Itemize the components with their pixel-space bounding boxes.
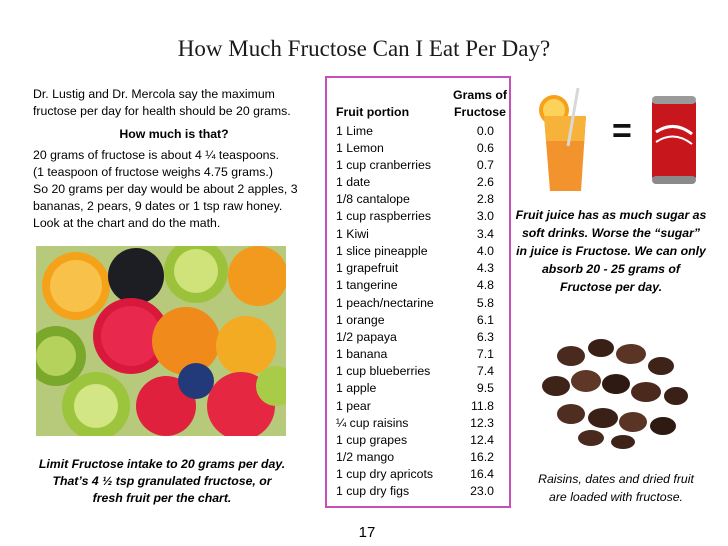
table-row bbox=[336, 123, 508, 140]
cola-can-icon bbox=[644, 90, 704, 190]
fruit-name: 1 cup dry apricots bbox=[336, 466, 434, 481]
header-grams bbox=[450, 87, 510, 121]
intro-line: 20 grams of fructose is about 4 ¼ teaspoons. bbox=[33, 148, 280, 162]
fruit-name: 1 peach/nectarine bbox=[336, 296, 434, 310]
fruit-name: 1 Lemon bbox=[336, 141, 384, 156]
fructose-grams: 12.4 bbox=[470, 432, 494, 447]
intro-line: Dr. Lustig and Dr. Mercola say the maximum bbox=[33, 87, 275, 101]
raisins-icon bbox=[531, 326, 693, 452]
chart-rows-group-b bbox=[336, 295, 508, 500]
fructose-grams: 3.4 bbox=[476, 226, 494, 241]
fructose-chart bbox=[325, 76, 511, 508]
fructose-grams: 5.8 bbox=[476, 296, 494, 310]
table-row bbox=[336, 243, 508, 260]
caption-line: Fruit juice has as much sugar as bbox=[515, 208, 707, 222]
intro-line: bananas, 2 pears, 9 dates or 1 tsp raw honey. bbox=[33, 199, 283, 213]
header-grams-line: Fructose bbox=[454, 105, 506, 119]
fructose-grams: 11.8 bbox=[470, 398, 494, 413]
equals-sign: = bbox=[612, 112, 632, 150]
fruit-salad-icon bbox=[36, 246, 286, 436]
fructose-grams: 16.2 bbox=[470, 449, 494, 464]
caption-line: Fructose per day. bbox=[559, 280, 663, 294]
caption-line: Limit Fructose intake to 20 grams per day. bbox=[38, 457, 286, 471]
fructose-grams: 4.0 bbox=[476, 243, 494, 258]
caption-line: Raisins, dates and dried fruit bbox=[538, 472, 694, 486]
fruit-name: 1 date bbox=[336, 175, 371, 190]
juice-caption bbox=[513, 206, 709, 296]
fructose-grams: 0.7 bbox=[476, 158, 494, 173]
raisins-image bbox=[531, 326, 693, 452]
table-row bbox=[336, 398, 508, 415]
table-row bbox=[336, 432, 508, 449]
fruit-salad-image bbox=[36, 246, 286, 436]
caption-line: absorb 20 - 25 grams of bbox=[541, 262, 681, 276]
fruit-name: 1 cup grapes bbox=[336, 432, 408, 447]
header-fruit-portion: Fruit portion bbox=[336, 105, 410, 119]
fructose-grams: 3.0 bbox=[476, 209, 494, 224]
fruit-name: 1/8 cantalope bbox=[336, 192, 410, 207]
fructose-grams: 7.1 bbox=[476, 347, 494, 362]
fruit-name: 1/2 mango bbox=[336, 449, 395, 464]
table-row bbox=[336, 449, 508, 466]
table-row bbox=[336, 260, 508, 277]
table-row bbox=[336, 346, 508, 363]
fructose-grams: 4.8 bbox=[476, 277, 494, 292]
intro-heading: How much is that? bbox=[119, 127, 229, 141]
fruit-name: 1 cup dry figs bbox=[336, 484, 410, 499]
left-caption bbox=[33, 456, 291, 507]
fruit-name: 1 Kiwi bbox=[336, 226, 369, 241]
table-row bbox=[336, 483, 508, 500]
fruit-name: 1 pear bbox=[336, 398, 371, 413]
slide-title: How Much Fructose Can I Eat Per Day? bbox=[177, 36, 551, 61]
fruit-name: 1 orange bbox=[336, 313, 385, 328]
caption-line: fresh fruit per the chart. bbox=[92, 491, 232, 505]
fruit-name: 1 banana bbox=[336, 347, 388, 362]
fruit-name: 1 Lime bbox=[336, 124, 373, 138]
table-row bbox=[336, 312, 508, 329]
table-row bbox=[336, 174, 508, 191]
fruit-name: 1 tangerine bbox=[336, 277, 398, 292]
table-row bbox=[336, 208, 508, 225]
page-number: 17 bbox=[358, 524, 376, 541]
raisin-caption bbox=[520, 470, 712, 506]
fructose-grams: 2.8 bbox=[476, 192, 494, 207]
chart-rows-group-a bbox=[336, 123, 508, 294]
intro-line: (1 teaspoon of fructose weighs 4.75 grams.) bbox=[33, 165, 273, 179]
fruit-name: 1/2 papaya bbox=[336, 330, 397, 345]
fructose-grams: 4.3 bbox=[476, 260, 494, 275]
fructose-grams: 0.6 bbox=[476, 141, 494, 156]
table-row bbox=[336, 363, 508, 380]
fruit-name: 1 cup blueberries bbox=[336, 364, 431, 379]
intro-line: So 20 grams per day would be about 2 apples, 3 bbox=[33, 182, 298, 196]
table-row bbox=[336, 226, 508, 243]
fruit-name: 1 apple bbox=[336, 381, 377, 396]
intro-line: Look at the chart and do the math. bbox=[33, 216, 221, 230]
fructose-grams: 2.6 bbox=[476, 175, 494, 190]
fructose-grams: 16.4 bbox=[470, 466, 494, 481]
table-row bbox=[336, 380, 508, 397]
fruit-name: 1 grapefruit bbox=[336, 260, 399, 275]
orange-juice-icon bbox=[526, 86, 606, 196]
table-row bbox=[336, 295, 508, 312]
fructose-grams: 12.3 bbox=[470, 415, 494, 430]
table-row bbox=[336, 191, 508, 208]
header-grams-line: Grams of bbox=[453, 88, 507, 102]
caption-line: soft drinks. Worse the “sugar” bbox=[521, 226, 701, 240]
fructose-grams: 0.0 bbox=[476, 124, 494, 138]
fruit-name: 1 cup cranberries bbox=[336, 158, 432, 173]
fructose-grams: 6.1 bbox=[476, 313, 494, 328]
caption-line: are loaded with fructose. bbox=[549, 490, 683, 504]
fruit-name: ¼ cup raisins bbox=[336, 415, 409, 430]
intro-text bbox=[33, 86, 315, 232]
table-row bbox=[336, 415, 508, 432]
fructose-grams: 6.3 bbox=[476, 330, 494, 345]
fructose-grams: 7.4 bbox=[476, 364, 494, 379]
intro-line: fructose per day for health should be 20 grams. bbox=[33, 104, 291, 118]
table-row bbox=[336, 466, 508, 483]
fruit-name: 1 cup raspberries bbox=[336, 209, 432, 224]
fruit-name: 1 slice pineapple bbox=[336, 243, 428, 258]
table-row bbox=[336, 277, 508, 294]
table-row bbox=[336, 140, 508, 157]
caption-line: That’s 4 ½ tsp granulated fructose, or bbox=[52, 474, 272, 488]
fructose-grams: 9.5 bbox=[476, 381, 494, 396]
table-row bbox=[336, 157, 508, 174]
table-row bbox=[336, 329, 508, 346]
caption-line: in juice is Fructose. We can only bbox=[516, 244, 706, 258]
fructose-grams: 23.0 bbox=[470, 484, 494, 499]
